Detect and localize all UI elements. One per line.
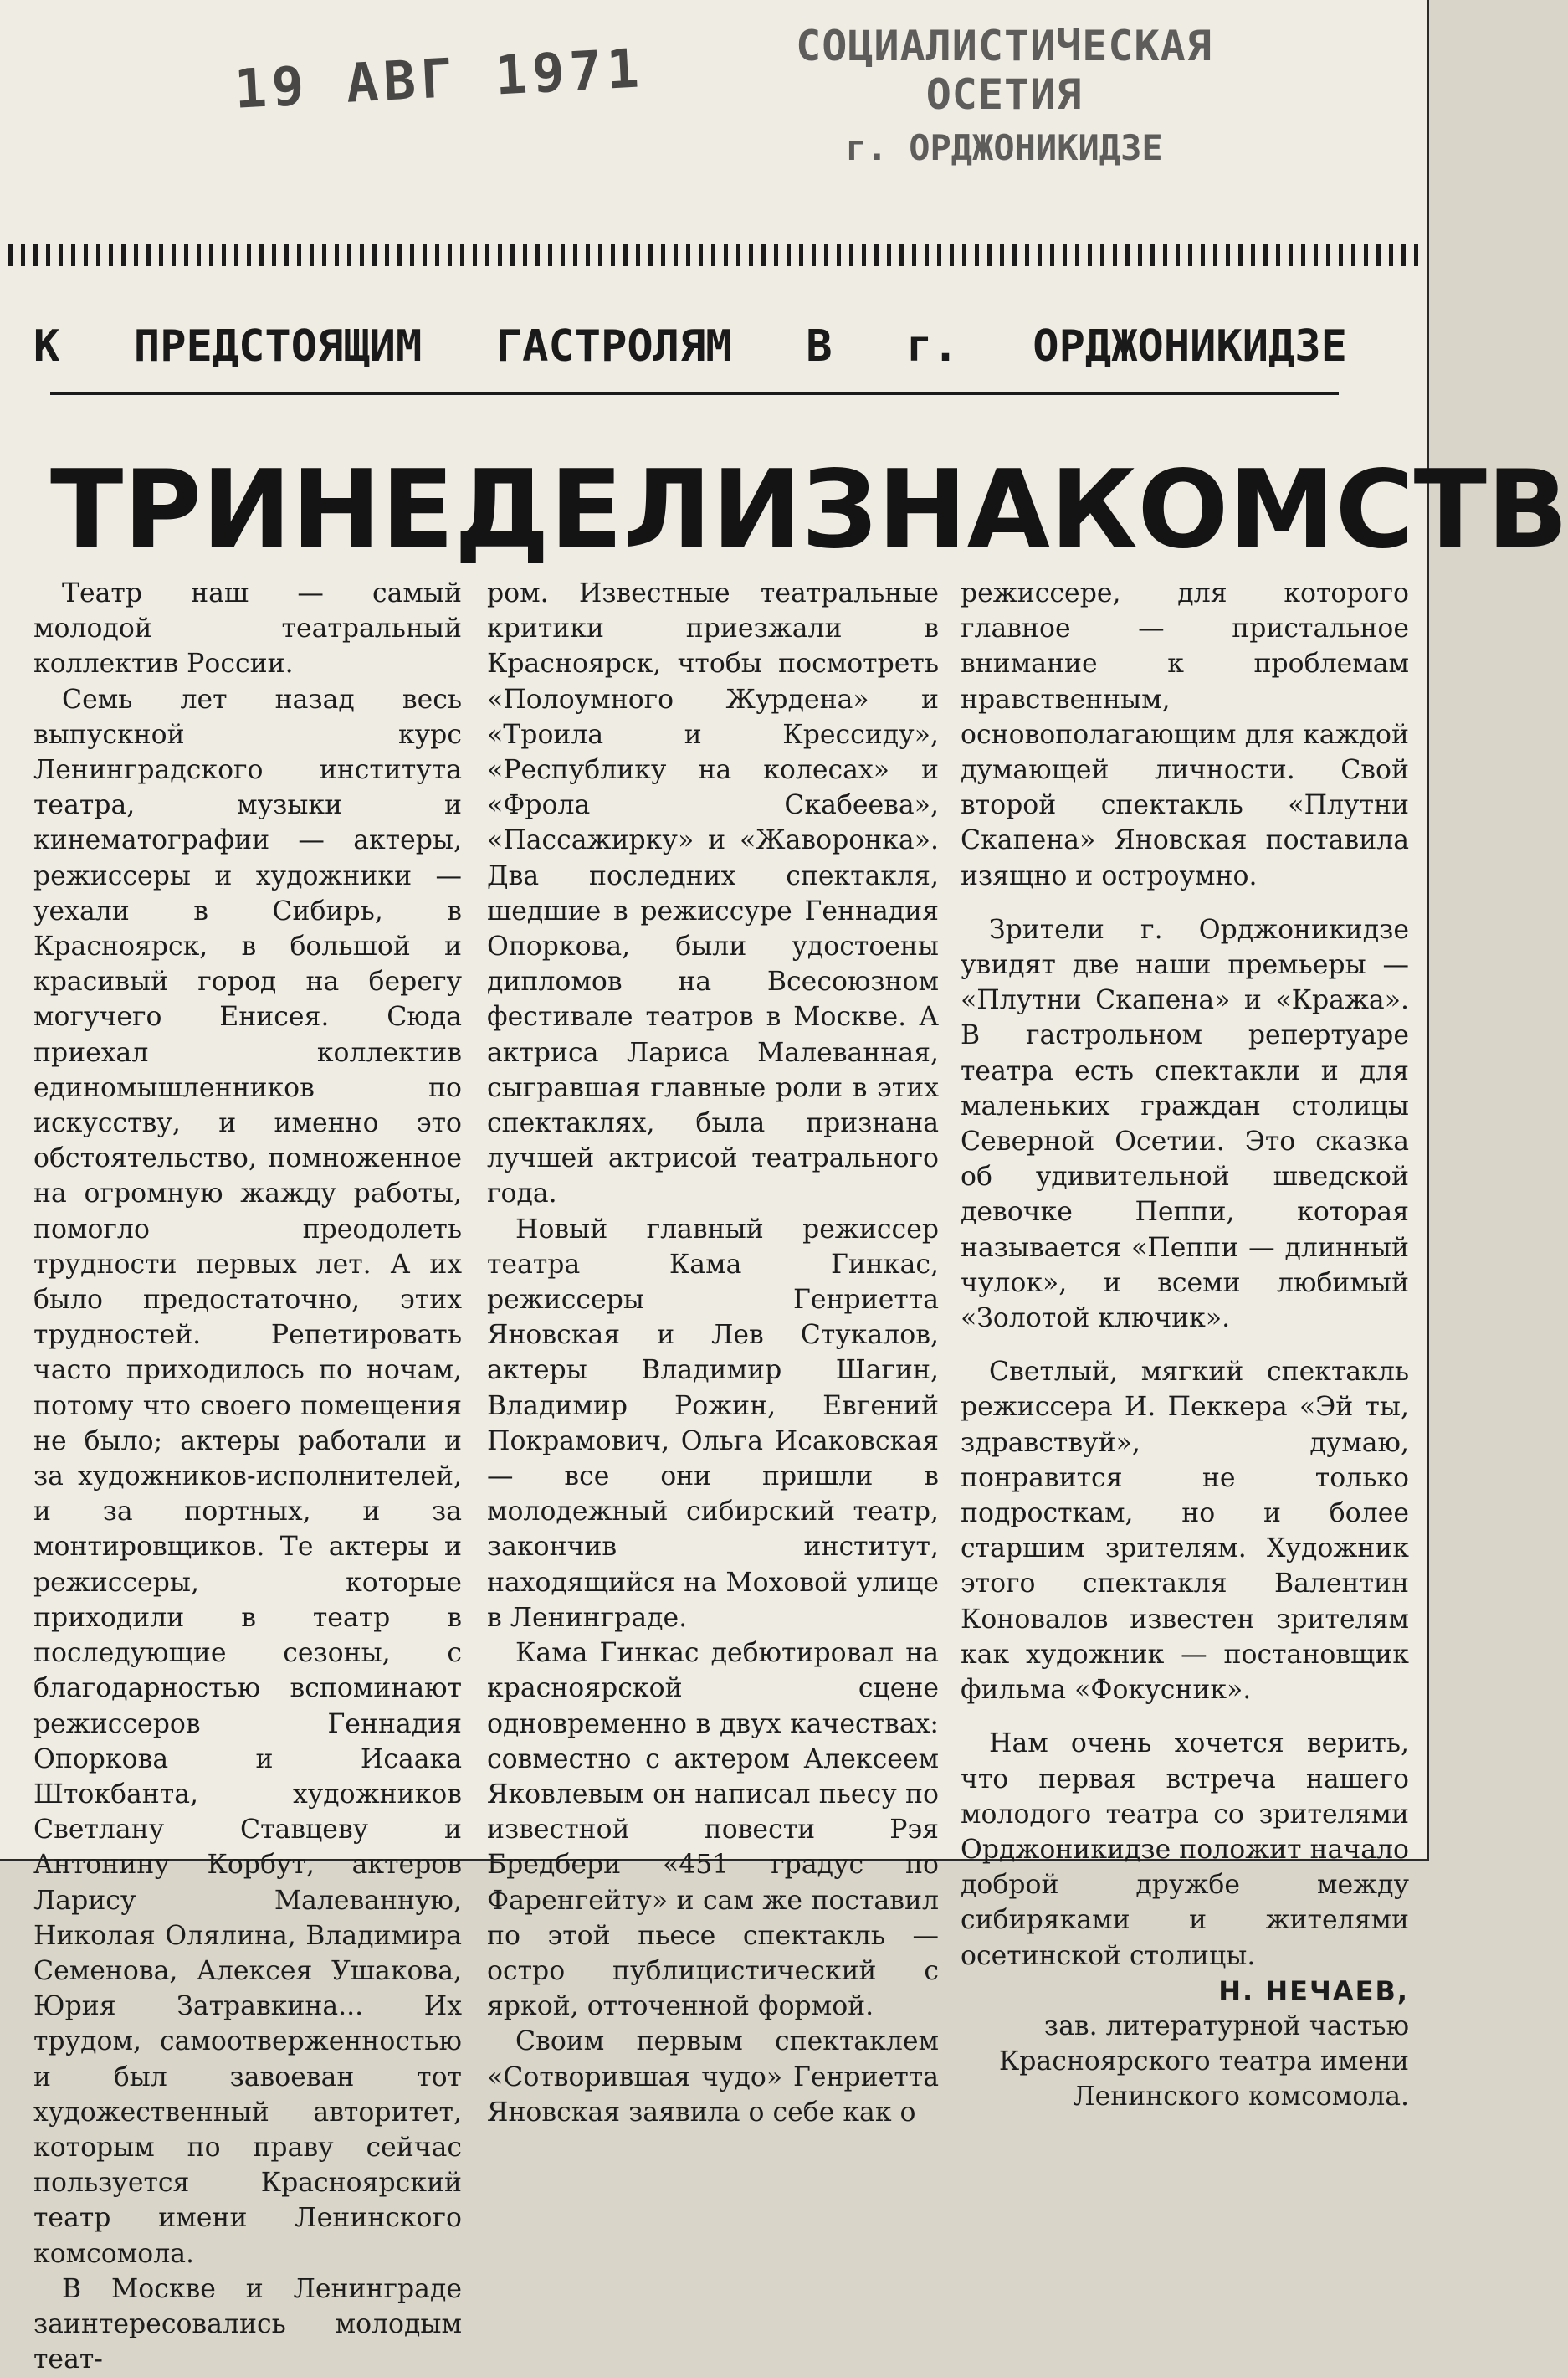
kicker-word: ПРЕДСТОЯЩИМ [133, 321, 423, 372]
paragraph: Нам очень хочется верить, что первая встреча нашего молодого театра со зрителями Орджоникидзе положит начало доброй дружбе между сибиряками и жителями осетинской столицы. [961, 1728, 1409, 1971]
article-column-2 [487, 576, 939, 2128]
paragraph-continued: режиссере, для которого главное — пристальное внимание к проблемам нравственным, основополагающим для каждой думающей личности. Свой второй спектакль «Плутни Скапена» Яновская поставила изящно и остроумно. [961, 578, 1409, 891]
paragraph: Семь лет назад весь выпускной курс Ленинградского института театра, музыки и кинематографии — актеры, режиссеры и художники — уехали в Сибирь, в Красноярск, в большой и красивый город на берегу могучего Енисея. Сюда приехал коллектив единомышленников по искусству, и именно это обстоятельство, помноженное на огромную жажду работы, помогло преодолеть трудности первых лет. А их было предостаточно, этих трудностей. Репетировать часто приходилось по ночам, потому что своего помещения не было; актеры работали и за художников-исполнителей, и за портных, и за монтировщиков. Те актеры и режиссеры, которые приходили в театр в последующие сезоны, с благодарностью вспоминают режиссеров Геннадия Опоркова и Исаака Штокбанта, художников Светлану Ставцеву и Антонину Корбут, актеров Ларису Малеванную, Николая Олялина, Владимира Семенова, Алексея Ушакова, Юрия Затравкина... Их трудом, самоотверженностью и был завоеван тот художественный авторитет, которым по праву сейчас пользуется Красноярский театр имени Ленинского комсомола. [33, 684, 462, 2269]
kicker-word: ОРДЖОНИКИДЗЕ [1033, 321, 1347, 372]
dashed-divider [8, 244, 1421, 266]
headline-word: НЕДЕЛИ [291, 448, 802, 572]
paragraph: Зрители г. Орджоникидзе увидят две наши премьеры — «Плутни Скапена» и «Кража». В гастрольном репертуаре театра есть спектакли и для маленьких граждан столицы Северной Осетии. Это сказка об удивительной шведской девочке Пеппи, которая называется «Пеппи — длинный чулок», и всеми любимый «Золотой ключик». [961, 914, 1409, 1334]
paragraph: Своим первым спектаклем «Сотворившая чудо» Генриетта Яновская заявила о себе как о [487, 2026, 939, 2128]
author-name: Н. НЕЧАЕВ, [1218, 1974, 1409, 2007]
paragraph: В Москве и Ленинграде заинтересовались молодым теат- [33, 2273, 462, 2375]
article-headline [50, 448, 1568, 572]
kicker-word: г. [906, 321, 959, 372]
kicker-heading [33, 311, 1347, 382]
author-role: зав. литературной частью Красноярского театра имени Ленинского комсомола. [998, 2010, 1409, 2113]
kicker-word: К [33, 321, 60, 372]
heading-rule [50, 392, 1339, 395]
source-stamp [753, 22, 1255, 168]
paragraph: Светлый, мягкий спектакль режиссера И. Пеккера «Эй ты, здравствуй», думаю, понравится не только подросткам, но и более старшим зрителям. Художник этого спектакля Валентин Коновалов известен зрителям как художник — постановщик фильма «Фокусник». [961, 1357, 1409, 1706]
article-column-1 [33, 576, 462, 2375]
paragraph: Новый главный режиссер театра Кама Гинкас, режиссеры Генриетта Яновская и Лев Стукалов, актеры Владимир Шагин, Владимир Рожин, Евгений Покрамович, Ольга Исаковская — все они пришли в молодежный сибирский театр, закончив институт, находящийся на Моховой улице в Ленинграде. [487, 1214, 939, 1633]
paragraph: Кама Гинкас дебютировал на красноярской сцене одновременно в двух качествах: совместно с актером Алексеем Яковлевым он написал пьесу по известной повести Рэя Бредбери «451 градус по Фаренгейту» и сам же поставил по этой пьесе спектакль — остро публицистический с яркой, отточенной формой. [487, 1638, 939, 2022]
date-stamp: 19 АВГ 1971 [233, 38, 646, 121]
source-stamp-city: г. ОРДЖОНИКИДЗЕ [845, 127, 1163, 168]
kicker-word: В [806, 321, 833, 372]
paragraph-continued: ром. Известные театральные критики приезжали в Красноярск, чтобы посмотреть «Полоумного Журдена» и «Троила и Крессиду», «Республику на колесах» и «Фрола Скабеева», «Пассажирку» и «Жаворонка». Два последних спектакля, шедшие в режиссуре Геннадия Опоркова, были удостоены дипломов на Всесоюзном фестивале театров в Москве. А актриса Лариса Малеванная, сыгравшая главные роли в этих спектаклях, была признана лучшей актрисой театрального года. [487, 578, 939, 1209]
kicker-word: ГАСТРОЛЯМ [495, 321, 732, 372]
article-column-3 [961, 576, 1409, 2113]
paragraph: Театр наш — самый молодой театральный коллектив России. [33, 578, 462, 680]
headline-word: ТРИ [50, 448, 292, 572]
headline-word: ЗНАКОМСТВ [801, 448, 1568, 572]
source-stamp-newspaper: СОЦИАЛИСТИЧЕСКАЯ ОСЕТИЯ [796, 22, 1212, 119]
